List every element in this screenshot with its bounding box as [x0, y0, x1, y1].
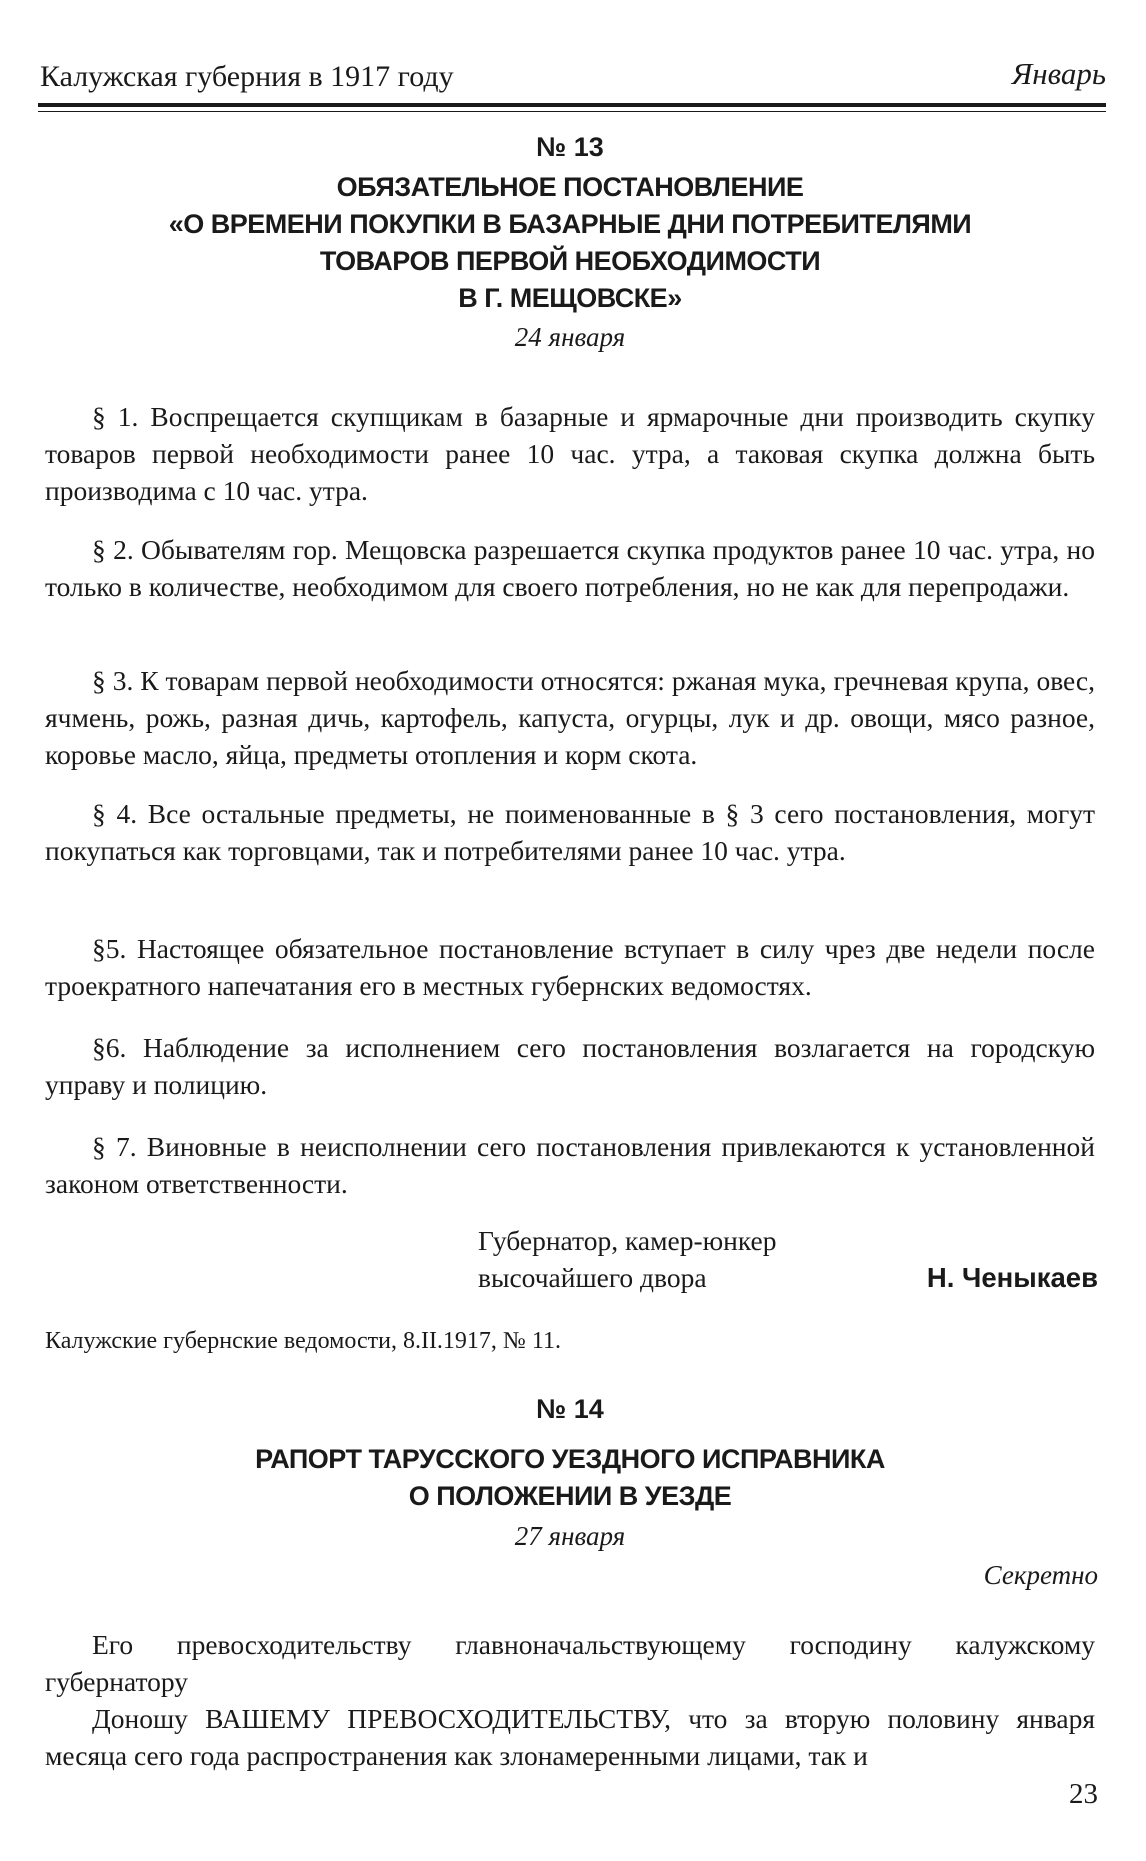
- doc13-paragraph-6: §6. Наблюдение за исполнением сего постановления возлагается на городскую управу и полицию.: [45, 1032, 1095, 1100]
- doc14-title-line: РАПОРТ ТАРУССКОГО УЕЗДНОГО ИСПРАВНИКА: [255, 1444, 885, 1474]
- header-month: Январь: [1011, 56, 1106, 91]
- doc14-number: № 14: [536, 1394, 604, 1424]
- doc13-source: Калужские губернские ведомости, 8.II.1917, № 11.: [45, 1328, 561, 1354]
- doc13-title-line: ОБЯЗАТЕЛЬНОЕ ПОСТАНОВЛЕНИЕ: [336, 172, 804, 202]
- doc13-number: № 13: [536, 132, 604, 162]
- doc13-paragraph-1: § 1. Воспрещается скупщикам в базарные и ярмарочные дни производить скупку товаров первой необходимости ранее 10 час. утра, а таковая скупка должна быть производима с 10 час. утра.: [45, 401, 1095, 506]
- doc13-title-line: В Г. МЕЩОВСКЕ»: [458, 283, 682, 313]
- doc13-title-line: ТОВАРОВ ПЕРВОЙ НЕОБХОДИМОСТИ: [319, 246, 821, 276]
- doc14-body: Доношу ВАШЕМУ ПРЕВОСХОДИТЕЛЬСТВУ, что за вторую половину января месяца сего года распространения как злонамеренными лицами, так и: [45, 1703, 1095, 1771]
- doc14-address: Его превосходительству главноначальствующему господину калужскому губернатору: [45, 1629, 1095, 1697]
- doc13-paragraph-7: § 7. Виновные в неисполнении сего постановления привлекаются к установленной законом ответственности.: [45, 1131, 1095, 1199]
- doc13-signer-court: высочайшего двора: [478, 1262, 707, 1293]
- doc14-secrecy-mark: Секретно: [983, 1560, 1098, 1590]
- doc13-paragraph-4: § 4. Все остальные предметы, не поименованные в § 3 сего постановления, могут покупаться как торговцами, так и потребителями ранее 10 час. утра.: [45, 798, 1095, 866]
- doc13-signer-name: Н. Ченыкаев: [926, 1262, 1098, 1293]
- doc13-paragraph-3: § 3. К товарам первой необходимости относятся: ржаная мука, гречневая крупа, овес, ячмень, рожь, разная дичь, картофель, капуста, огурцы, лук и др. овощи, мясо разное, коровье масло, яйца, предметы отопления и корм скота.: [45, 665, 1095, 770]
- running-header: [40, 56, 1106, 100]
- doc13-title: [45, 169, 1095, 317]
- doc14-title: [45, 1441, 1095, 1515]
- doc13-signer-title: Губернатор, камер-юнкер: [478, 1225, 777, 1256]
- doc13-date: 24 января: [514, 322, 626, 352]
- header-rule-thick: [38, 103, 1106, 107]
- header-collection-title: Калужская губерния в 1917 году: [40, 60, 454, 93]
- page-number: 23: [1069, 1778, 1098, 1810]
- doc13-paragraph-5: §5. Настоящее обязательное постановление вступает в силу чрез две недели после троекратного напечатания его в местных губернских ведомостях.: [45, 933, 1095, 1001]
- doc14-title-line: О ПОЛОЖЕНИИ В УЕЗДЕ: [408, 1481, 732, 1511]
- doc13-title-line: «О ВРЕМЕНИ ПОКУПКИ В БАЗАРНЫЕ ДНИ ПОТРЕБИТЕЛЯМИ: [168, 209, 972, 239]
- doc13-paragraph-2: § 2. Обывателям гор. Мещовска разрешается скупка продуктов ранее 10 час. утра, но только в количестве, необходимом для своего потребления, но не как для перепродажи.: [45, 534, 1095, 602]
- doc14-date: 27 января: [514, 1521, 626, 1551]
- header-rule-thin: [38, 111, 1106, 112]
